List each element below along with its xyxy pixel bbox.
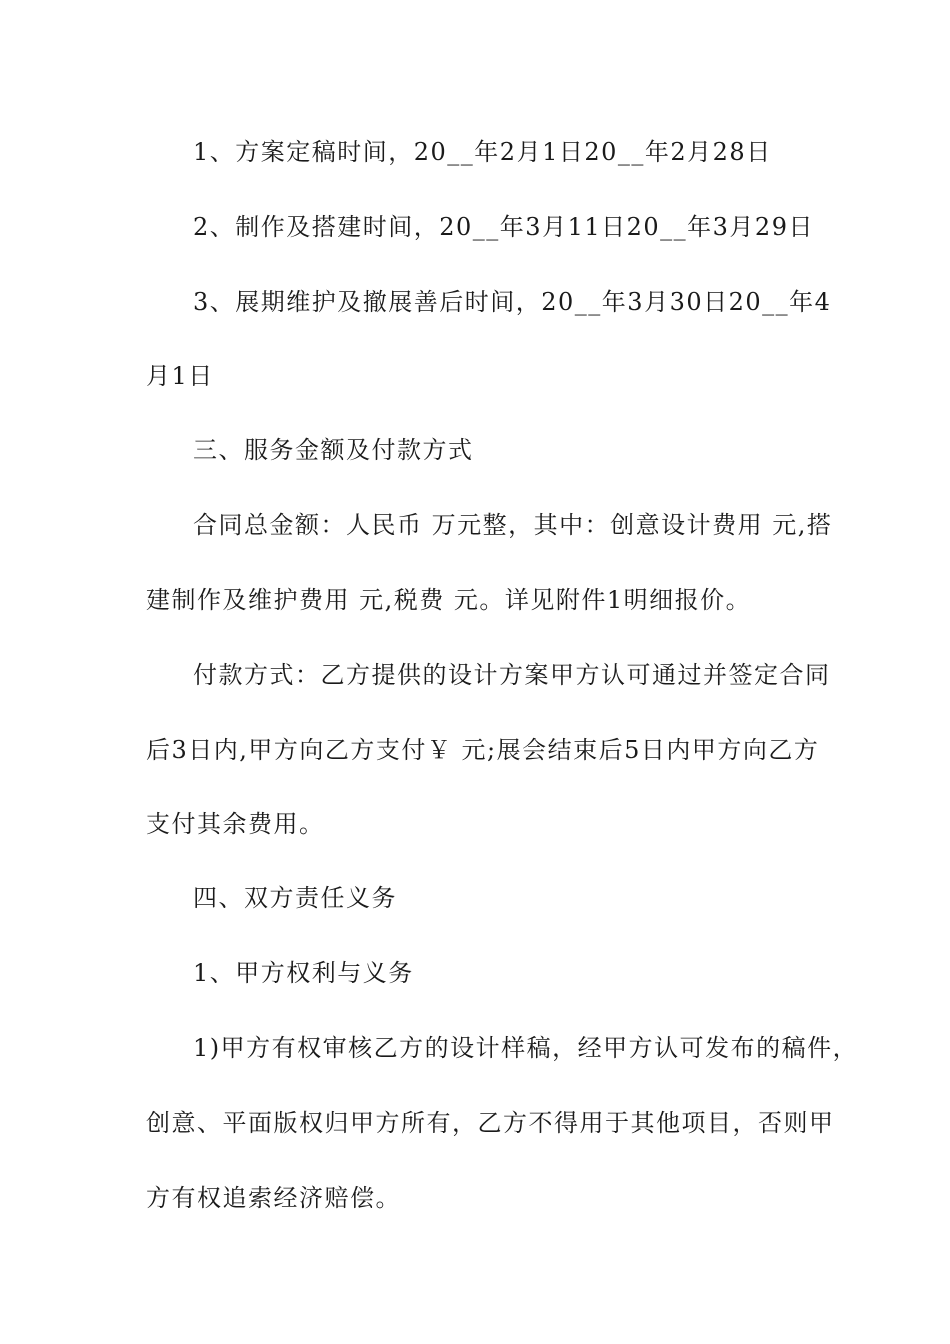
section-heading-responsibilities: 四、双方责任义务 bbox=[193, 884, 397, 912]
party-a-clause-1: 1)甲方有权审核乙方的设计样稿，经甲方认可发布的稿件， bbox=[193, 1034, 859, 1062]
party-a-clause-1-line-2: 创意、平面版权归甲方所有，乙方不得用于其他项目，否则甲 bbox=[146, 1109, 835, 1137]
payment-method-paragraph-line-2: 后3日内,甲方向乙方支付￥ 元;展会结束后5日内甲方向乙方 bbox=[146, 736, 820, 764]
payment-method-paragraph: 付款方式：乙方提供的设计方案甲方认可通过并签定合同 bbox=[193, 661, 831, 689]
schedule-item-2: 2、制作及搭建时间，20__年3月11日20__年3月29日 bbox=[193, 213, 814, 241]
contract-amount-paragraph-continued: 建制作及维护费用 元,税费 元。详见附件1明细报价。 bbox=[146, 586, 752, 614]
subsection-heading-party-a: 1、甲方权利与义务 bbox=[193, 959, 414, 987]
schedule-item-3: 3、展期维护及撤展善后时间，20__年3月30日20__年4 bbox=[193, 288, 832, 316]
schedule-item-3-continued: 月1日 bbox=[146, 362, 214, 390]
contract-amount-paragraph: 合同总金额：人民币 万元整，其中：创意设计费用 元,搭 bbox=[193, 511, 833, 539]
party-a-clause-1-line-3: 方有权追索经济赔偿。 bbox=[146, 1184, 401, 1212]
payment-method-paragraph-line-3: 支付其余费用。 bbox=[146, 810, 325, 838]
section-heading-payment: 三、服务金额及付款方式 bbox=[193, 436, 474, 464]
schedule-item-1: 1、方案定稿时间，20__年2月1日20__年2月28日 bbox=[193, 138, 772, 166]
